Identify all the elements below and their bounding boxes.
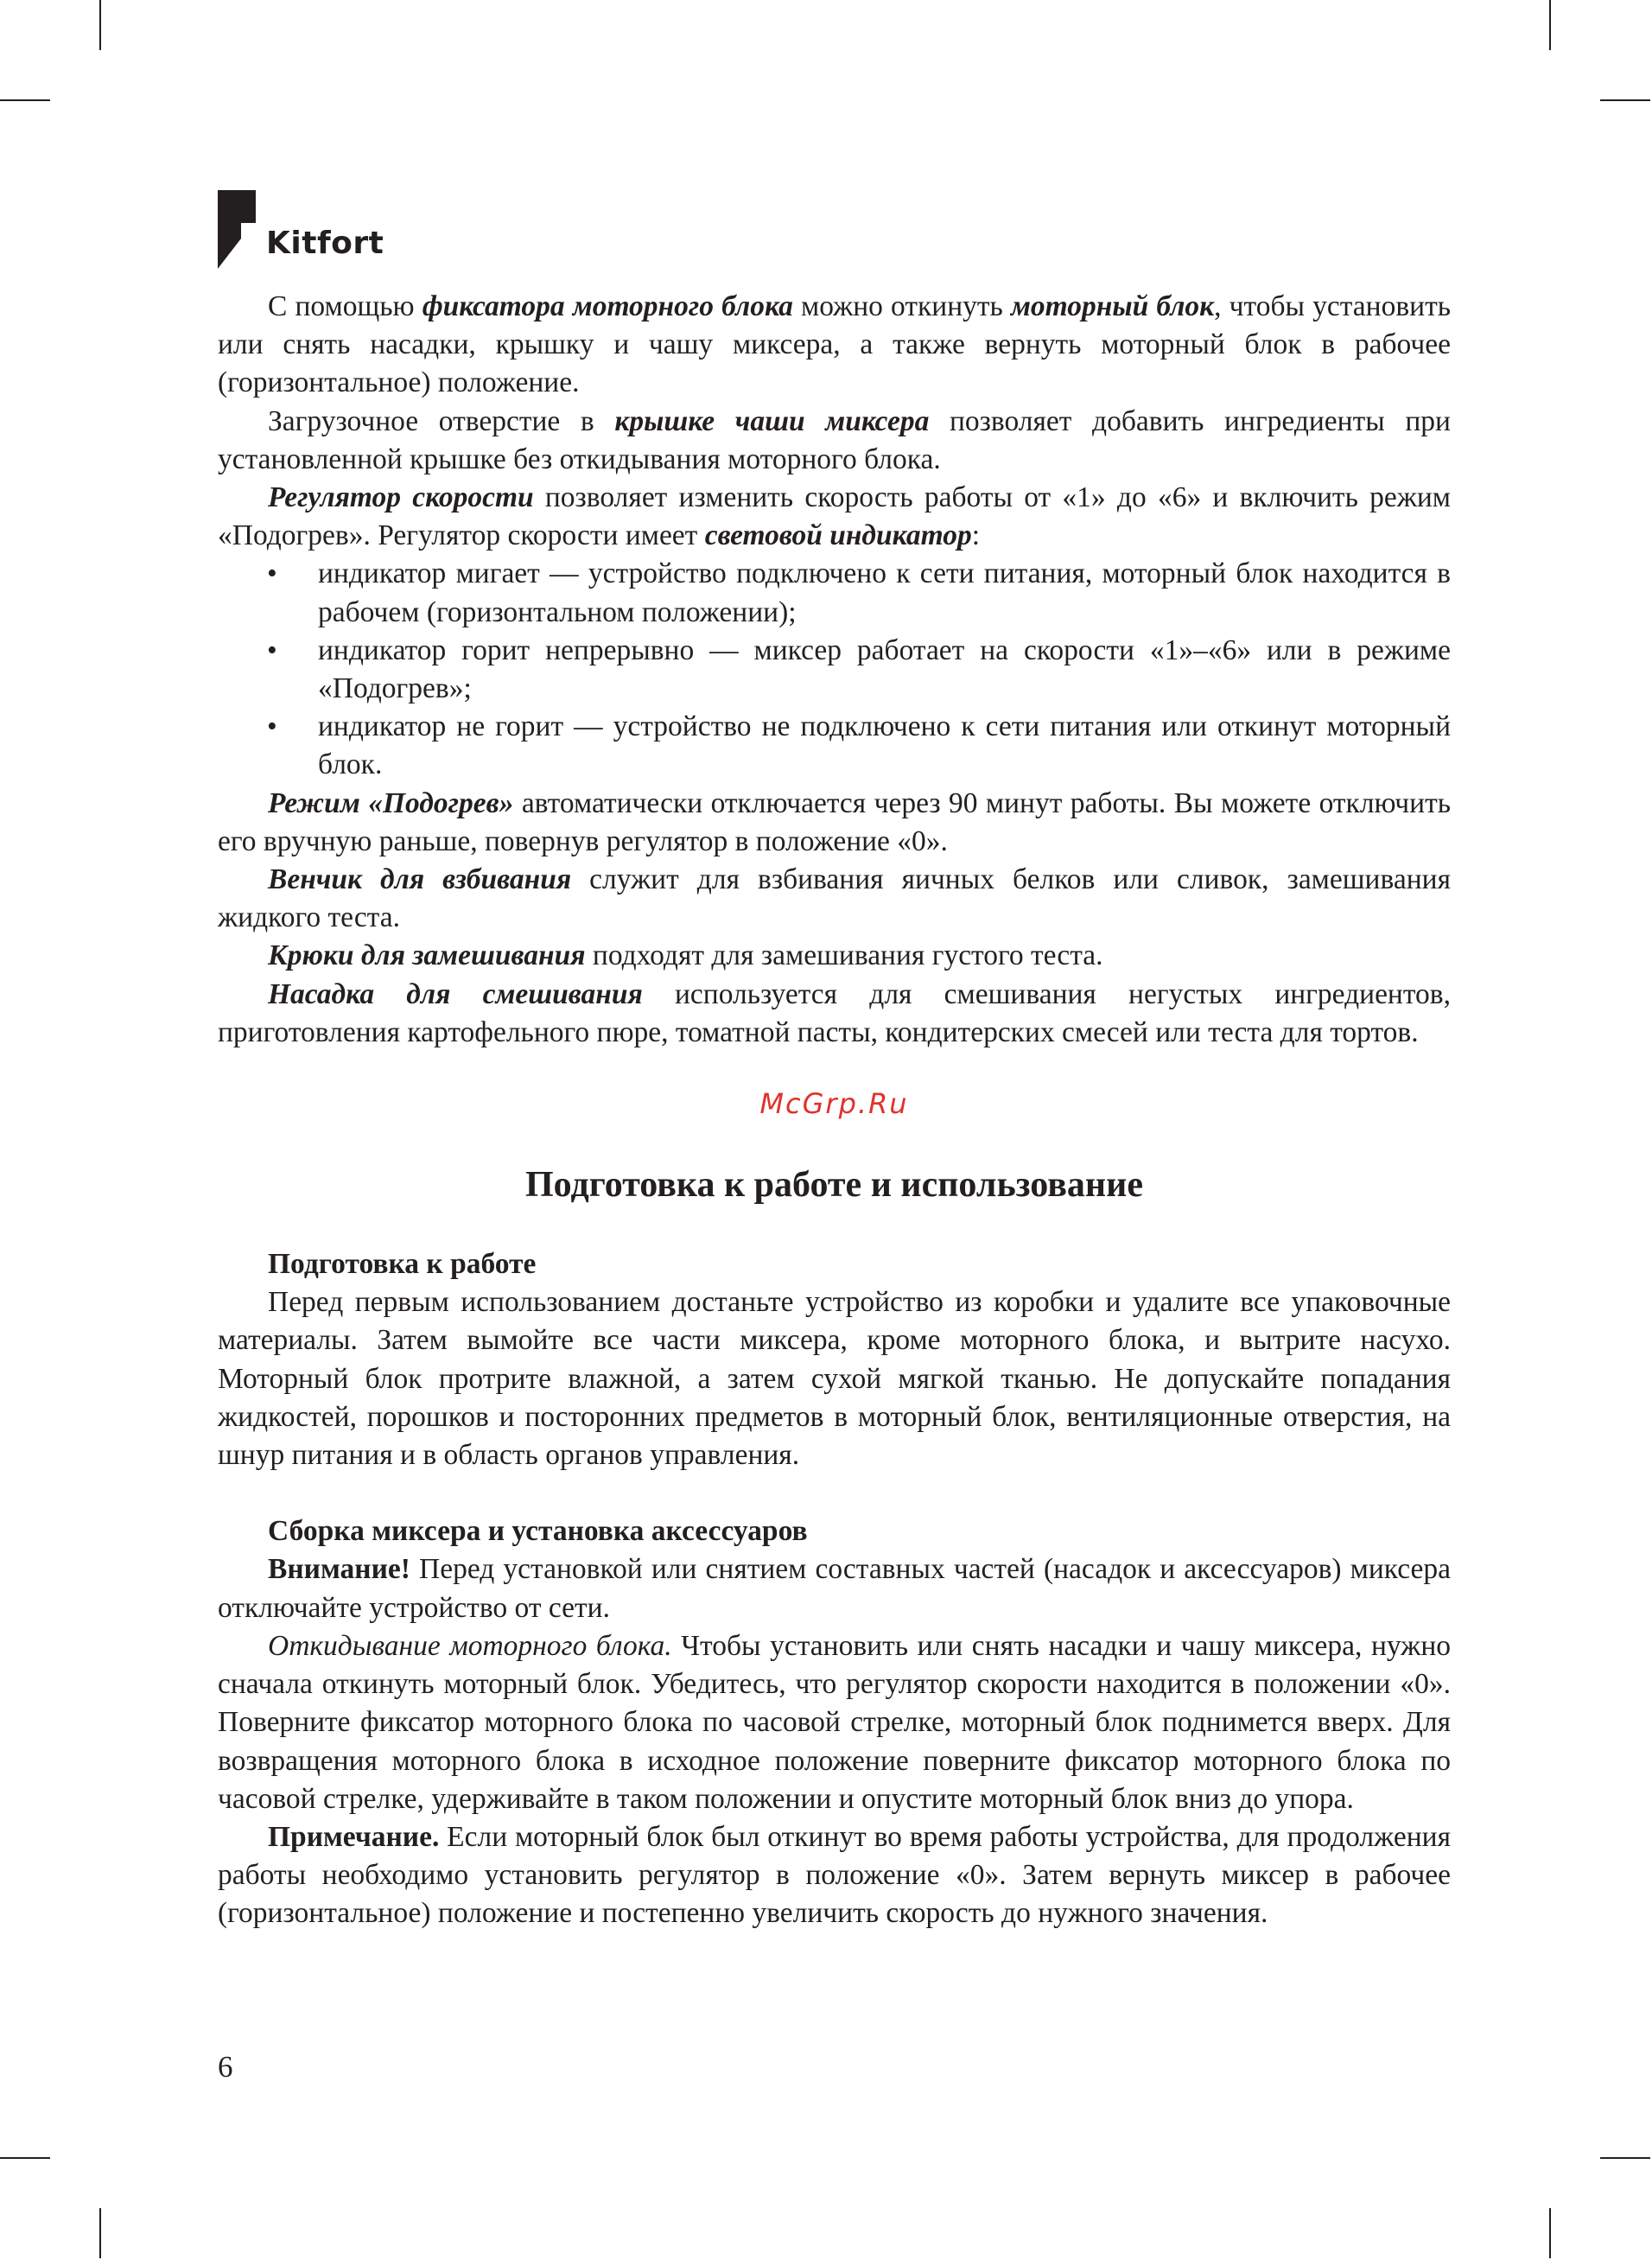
subheading-assembly: Сборка миксера и установка аксессуаров — [268, 1515, 808, 1548]
subheading-preparation: Подготовка к работе — [268, 1248, 537, 1281]
paragraph-whisk: Венчик для взбивания служит для взбивания яичных белков или сливок, замешивания жидкого теста. — [218, 863, 1451, 934]
paragraph-note: Примечание. Если моторный блок был откинут во время работы устройства, для продолжения работы необходимо установить регулятор в положение «0». Затем вернуть миксер в рабочее (горизонтальное) положение и постепенно увеличить скорость до нужного значения. — [218, 1820, 1451, 1930]
page-number: 6 — [218, 2050, 233, 2084]
list-item: • индикатор мигает — устройство подключено к сети питания, моторный блок находится в рабочем (горизонтальном положении); — [218, 555, 1451, 631]
paragraph-warning: Внимание! Перед установкой или снятием составных частей (насадок и аксессуаров) миксера отключайте устройство от сети. — [218, 1553, 1451, 1624]
list-item: • индикатор не горит — устройство не подключено к сети питания или откинут моторный блок. — [218, 708, 1451, 784]
crop-mark-bottom-left — [99, 2208, 101, 2258]
indicator-list — [218, 555, 1451, 784]
spacer — [218, 1474, 1451, 1512]
paragraph-mixing-attachment: Насадка для смешивания используется для смешивания негустых ингредиентов, приготовления картофельного пюре, томатной пасты, кондитерских смесей или теста для тортов. — [218, 977, 1452, 1048]
bullet-icon: • — [267, 557, 277, 590]
kitfort-logo — [218, 190, 382, 272]
crop-mark-top-right-h — [1600, 99, 1650, 101]
crop-mark-top-left-h — [0, 99, 50, 101]
crop-mark-bottom-right — [1549, 2208, 1551, 2258]
kitfort-logo-mark-icon — [218, 190, 256, 269]
paragraph-motor-lock: С помощью фиксатора моторного блока можно откинуть моторный блок, чтобы установить или снять насадки, крышку и чашу миксера, а также вернуть моторный блок в рабочее (горизонтальное) положение. — [218, 290, 1452, 399]
bullet-icon: • — [267, 633, 277, 666]
crop-mark-top-right — [1549, 0, 1551, 50]
paragraph-tilting: Откидывание моторного блока. Чтобы установить или снять насадки и чашу миксера, нужно сначала откинуть моторный блок. Убедитесь, что регулятор скорости находится в положении «0». Поверните фиксатор моторного блока по часовой стрелке, моторный блок поднимется вверх. Для возвращения моторного блока в исходное положение поверните фиксатор моторного блока по часовой стрелке, удерживайте в таком положении и опустите моторный блок вниз до упора. — [218, 1629, 1452, 1815]
crop-mark-bottom-right-h — [1600, 2157, 1650, 2159]
paragraph-hooks: Крюки для замешивания подходят для замешивания густого теста. — [268, 939, 1103, 972]
paragraph-loading-hole: Загрузочное отверстие в крышке чаши миксера позволяет добавить ингредиенты при установленной крышке без откидывания моторного блока. — [218, 404, 1451, 475]
bullet-icon: • — [267, 710, 277, 743]
watermark-link[interactable]: McGrp.Ru — [759, 1087, 909, 1121]
section-title: Подготовка к работе и использование — [525, 1165, 1143, 1206]
crop-mark-top-left — [99, 0, 101, 50]
crop-mark-bottom-left-h — [0, 2157, 50, 2159]
paragraph-speed-regulator: Регулятор скорости позволяет изменить скорость работы от «1» до «6» и включить режим «Подогрев». Регулятор скорости имеет световой индикатор: — [218, 481, 1451, 552]
brand-name: Kitfort — [266, 226, 384, 261]
paragraph-preparation: Перед первым использованием достаньте устройство из коробки и удалите все упаковочные материалы. Затем вымойте все части миксера, кроме моторного блока, и вытрите насухо. Моторный блок протрите влажной, а затем сухой мягкой тканью. Не допускайте попадания жидкостей, порошков и посторонних предметов в моторный блок, вентиляционные отверстия, на шнур питания и в область органов управления. — [218, 1286, 1451, 1472]
paragraph-heating-mode: Режим «Подогрев» автоматически отключается через 90 минут работы. Вы можете отключить его вручную раньше, повернув регулятор в положение «0». — [218, 786, 1451, 857]
list-item: • индикатор горит непрерывно — миксер работает на скорости «1»–«6» или в режиме «Подогрев»; — [218, 632, 1451, 708]
document-body — [218, 288, 1451, 1933]
